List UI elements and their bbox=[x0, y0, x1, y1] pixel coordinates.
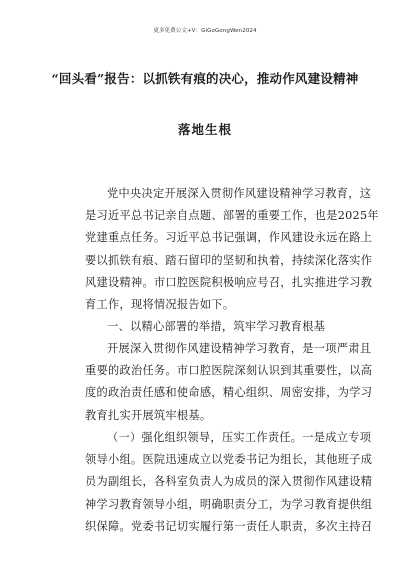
text-line: 重要的政治任务。市口腔医院深刻认识到其重要性，以高 bbox=[85, 364, 373, 378]
text-line: 党建重点任务。习近平总书记强调，作风建设永远在路上 bbox=[85, 231, 373, 245]
text-line: 要以抓铁有痕、踏石留印的坚韧和执着，持续深化落实作 bbox=[85, 253, 373, 267]
header-note: 更多免费公文+V：GiGoGongWen2024 bbox=[153, 28, 257, 34]
text-line: 是习近平总书记亲自点题、部署的重要工作，也是2025年 bbox=[85, 209, 379, 223]
text-line: 党中央决定开展深入贯彻作风建设精神学习教育，这 bbox=[107, 187, 372, 200]
text-line: 领导小组。医院迅速成立以党委书记为组长，其他班子成 bbox=[85, 453, 373, 467]
paragraph-intro bbox=[85, 183, 379, 316]
text-line: 神学习教育领导小组，明确职责分工，为学习教育提供组 bbox=[85, 497, 373, 511]
paragraph-subsection-one bbox=[85, 427, 373, 538]
section-heading bbox=[85, 316, 349, 338]
text-line: 风建设精神。市口腔医院积极响应号召，扎实推进学习教 bbox=[85, 275, 373, 289]
paragraph-section-one bbox=[85, 338, 373, 427]
document-title-continued: 落地生根 bbox=[177, 122, 232, 137]
text-line: 度的政治责任感和使命感，精心组织、周密安排，为学习 bbox=[85, 386, 373, 400]
text-line: 开展深入贯彻作风建设精神学习教育，是一项严肃且 bbox=[107, 342, 372, 355]
text-line: （一）强化组织领导，压实工作责任。一是成立专项 bbox=[107, 431, 372, 444]
section-heading-text: 一、以精心部署的举措，筑牢学习教育根基 bbox=[107, 320, 326, 333]
text-line: 教育扎实开展筑牢根基。 bbox=[85, 408, 212, 422]
text-line: 育工作，现将情况报告如下。 bbox=[85, 297, 235, 311]
document-title: “回头看”报告：以抓铁有痕的决心，推动作风建设精神 bbox=[51, 71, 359, 86]
text-line: 织保障。党委书记切实履行第一责任人职责，多次主持召 bbox=[85, 519, 373, 533]
text-line: 员为副组长，各科室负责人为成员的深入贯彻作风建设精 bbox=[85, 475, 373, 489]
